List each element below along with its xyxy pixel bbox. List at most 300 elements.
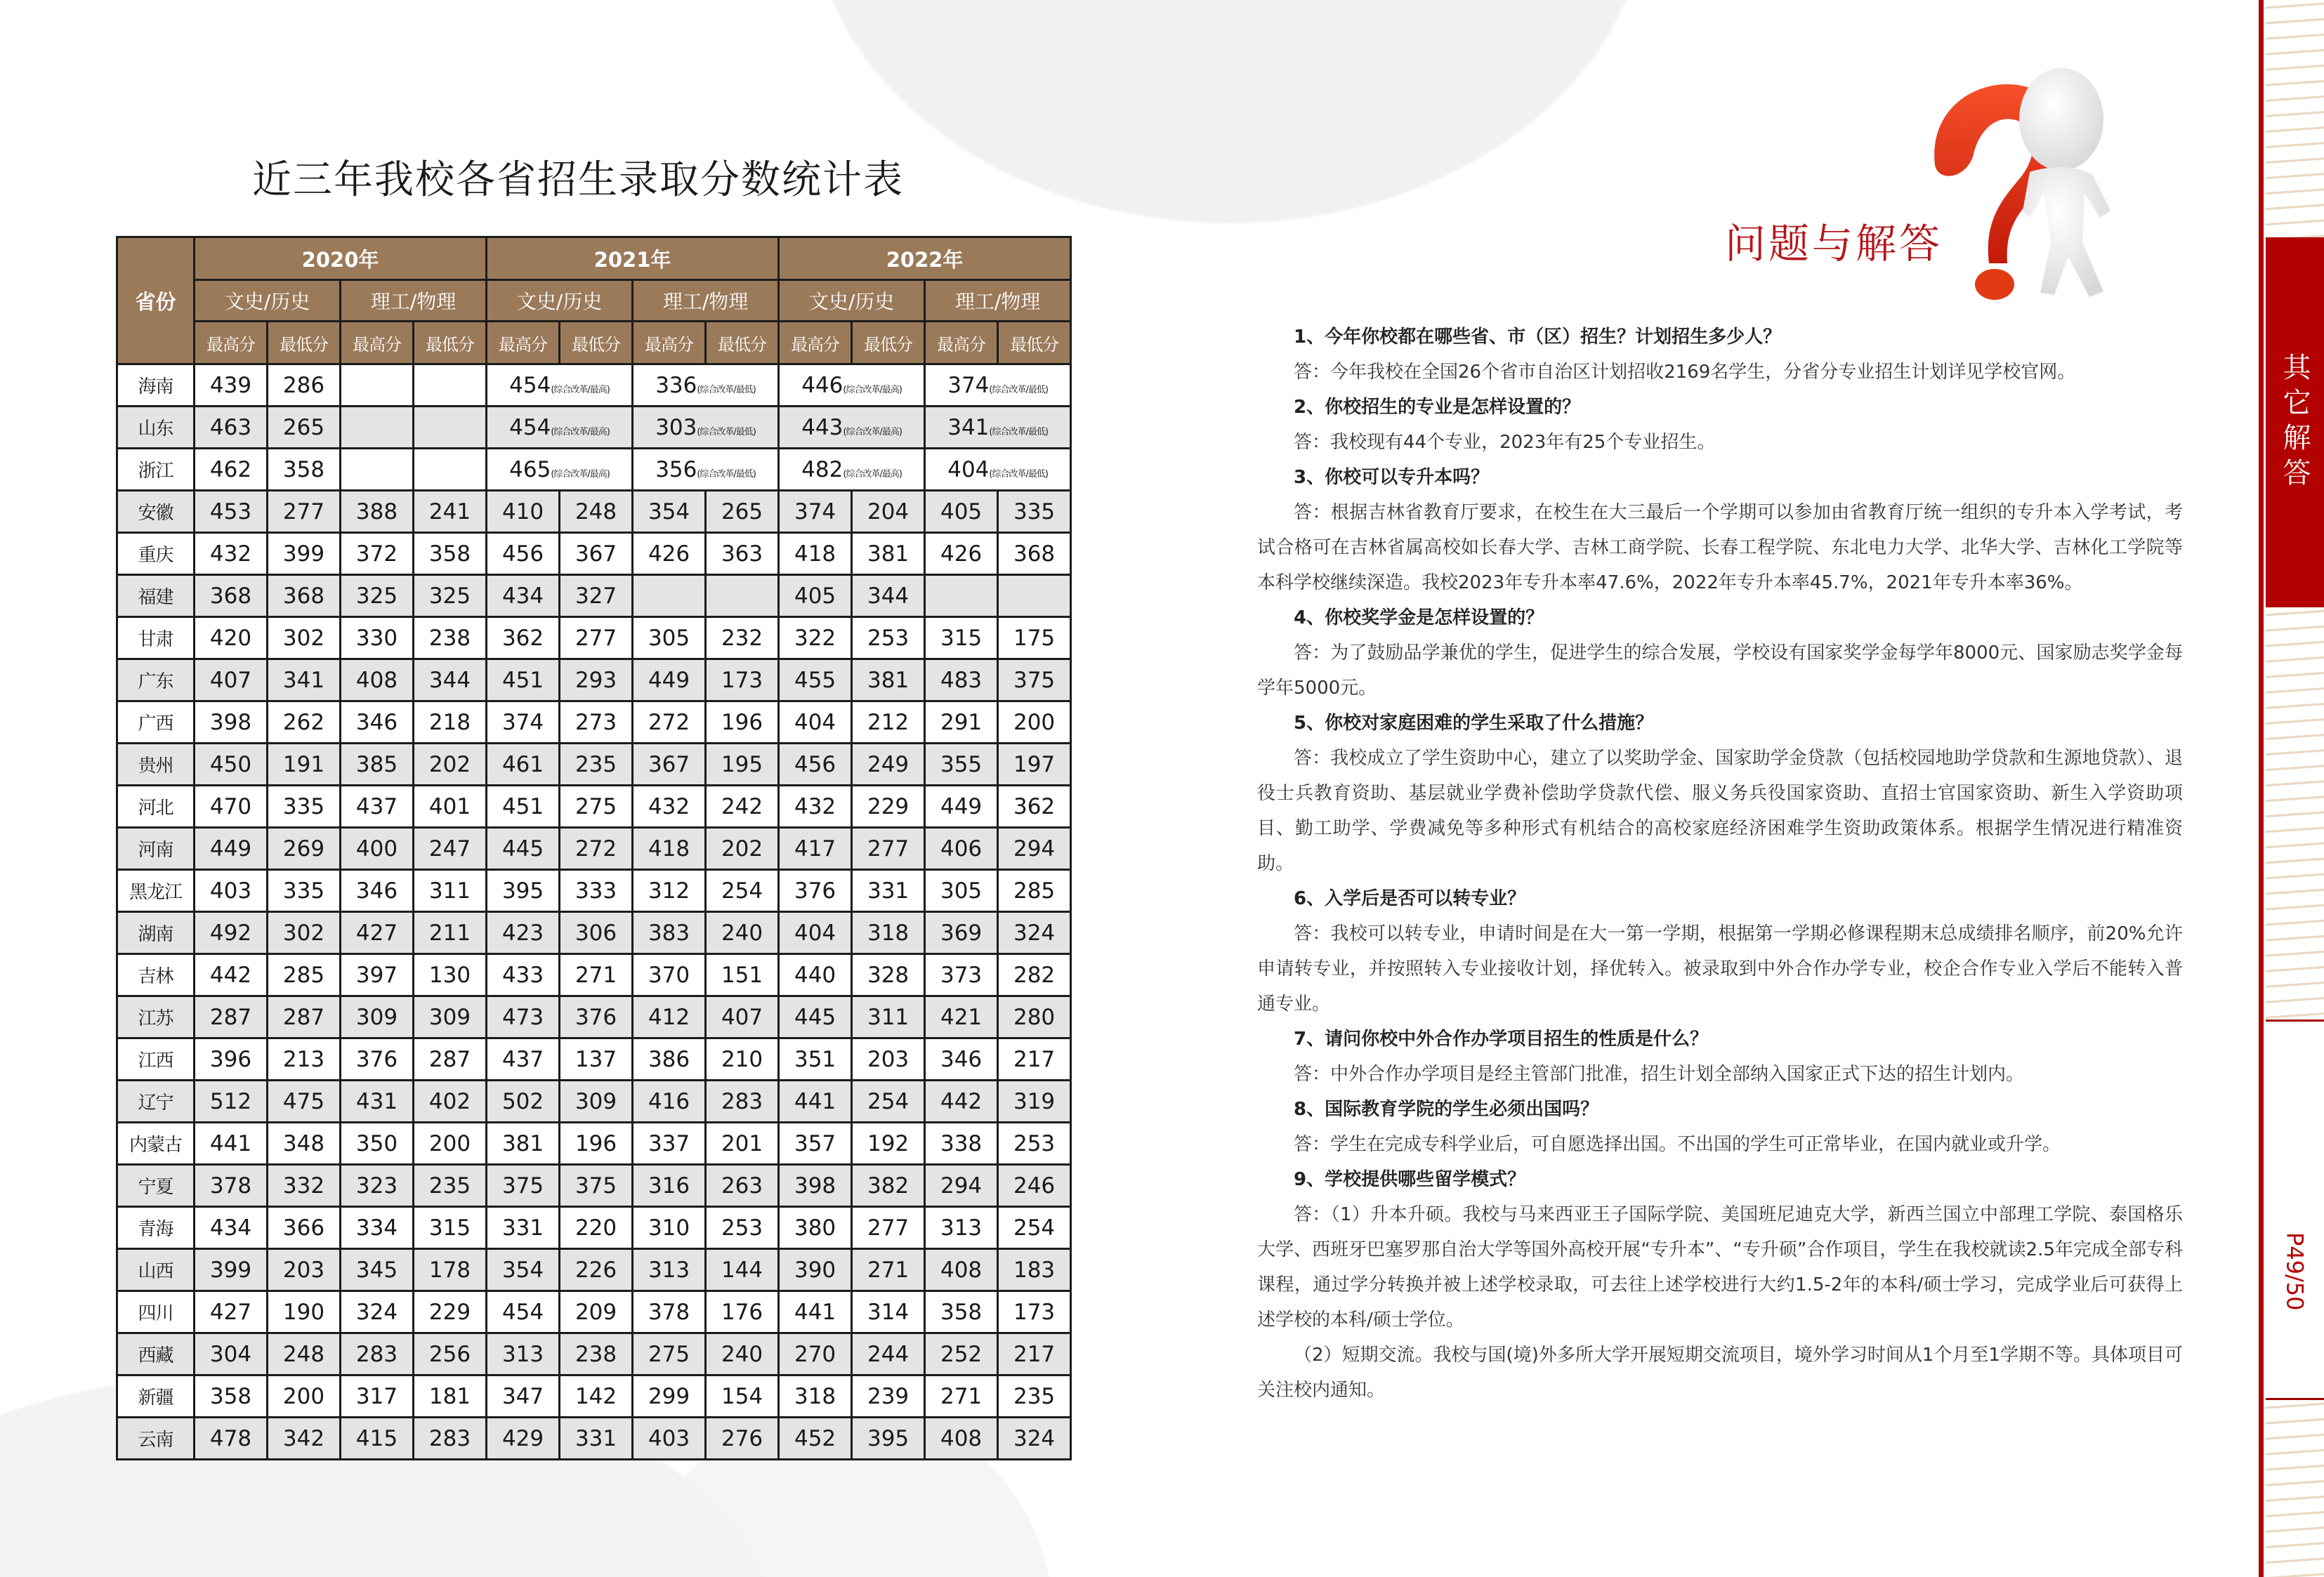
score-cell: 407 [706, 996, 779, 1038]
answer-text: （2）短期交流。我校与国(境)外多所大学开展短期交流项目，境外学习时间从1个月至1学期不等。具体项目可关注校内通知。 [1257, 1345, 2183, 1401]
qa-item [1257, 600, 2183, 706]
score-cell: 200 [998, 701, 1071, 744]
score-cell: 395 [852, 1418, 925, 1460]
answer-text: 答：我校现有44个专业，2023年有25个专业招生。 [1294, 432, 1716, 453]
score-cell: 358 [414, 533, 487, 575]
score-cell: 271 [852, 1249, 925, 1291]
score-label-header: 最低分 [560, 322, 633, 364]
score-note: (综合改革/最高) [551, 468, 610, 480]
reform-score-cell [925, 449, 1071, 491]
score-cell: 217 [998, 1038, 1071, 1081]
table-row [117, 744, 1071, 786]
score-cell: 431 [341, 1081, 414, 1123]
score-cell: 319 [998, 1081, 1071, 1123]
score-cell: 363 [706, 533, 779, 575]
score-cell: 235 [998, 1375, 1071, 1418]
score-cell: 441 [779, 1081, 852, 1123]
answer-text: 答：今年我校在全国26个省市自治区计划招收2169名学生，分省分专业招生计划详见学校官网。 [1294, 362, 2076, 383]
score-cell: 244 [852, 1333, 925, 1375]
score-cell: 232 [706, 617, 779, 659]
answer-text: 答：学生在完成专科学业后，可自愿选择出国。不出国的学生可正常毕业，在国内就业或升学。 [1294, 1134, 2061, 1155]
score-value: 482 [801, 456, 843, 482]
score-cell: 241 [414, 491, 487, 533]
score-cell: 358 [268, 449, 341, 491]
score-note: (综合改革/最高) [551, 384, 610, 395]
score-cell: 483 [925, 659, 998, 701]
answer-text: 答：为了鼓励品学兼优的学生，促进学生的综合发展，学校设有国家奖学金每学年8000元、国家励志奖学金每学年5000元。 [1257, 642, 2183, 699]
track-header: 文史/历史 [779, 280, 925, 322]
page-title: 近三年我校各省招生录取分数统计表 [252, 157, 904, 203]
score-cell [341, 449, 414, 491]
question-text: 3、你校可以专升本吗？ [1294, 467, 1490, 488]
score-cell: 390 [779, 1249, 852, 1291]
score-cell: 325 [414, 575, 487, 617]
question-mark-figure-icon [1924, 60, 2156, 302]
score-cell [998, 575, 1071, 617]
score-cell: 440 [779, 954, 852, 996]
score-cell: 287 [268, 996, 341, 1038]
score-cell: 277 [268, 491, 341, 533]
score-cell: 407 [195, 659, 268, 701]
score-cell: 212 [852, 701, 925, 744]
score-value: 465 [509, 456, 551, 482]
score-cell: 175 [998, 617, 1071, 659]
score-cell: 358 [195, 1375, 268, 1418]
score-cell: 311 [852, 996, 925, 1038]
score-cell: 478 [195, 1418, 268, 1460]
score-cell: 283 [414, 1418, 487, 1460]
score-cell: 451 [487, 659, 560, 701]
score-cell: 294 [925, 1165, 998, 1207]
score-cell: 334 [341, 1207, 414, 1249]
score-note: (综合改革/最低) [989, 426, 1048, 437]
province-header: 省份 [117, 237, 195, 364]
table-row [117, 1333, 1071, 1375]
score-cell: 263 [706, 1165, 779, 1207]
score-cell: 362 [487, 617, 560, 659]
score-cell: 293 [560, 659, 633, 701]
score-cell: 345 [341, 1249, 414, 1291]
reform-score-cell [779, 364, 925, 407]
score-cell: 456 [487, 533, 560, 575]
table-row [117, 449, 1071, 491]
score-cell: 252 [925, 1333, 998, 1375]
score-cell: 463 [195, 407, 268, 449]
province-cell: 山东 [117, 407, 195, 449]
track-header: 理工/物理 [925, 280, 1071, 322]
score-cell: 285 [268, 954, 341, 996]
score-cell: 203 [268, 1249, 341, 1291]
score-cell: 346 [925, 1038, 998, 1081]
question-text: 2、你校招生的专业是怎样设置的？ [1294, 397, 1581, 418]
province-cell: 辽宁 [117, 1081, 195, 1123]
score-cell: 254 [998, 1207, 1071, 1249]
score-note: (综合改革/最低) [697, 426, 756, 437]
table-row [117, 996, 1071, 1038]
score-cell: 452 [779, 1418, 852, 1460]
score-cell: 265 [268, 407, 341, 449]
score-cell: 265 [706, 491, 779, 533]
score-cell: 445 [487, 828, 560, 870]
score-label-header: 最低分 [268, 322, 341, 364]
score-cell: 398 [779, 1165, 852, 1207]
table-row [117, 533, 1071, 575]
score-cell: 235 [414, 1165, 487, 1207]
score-cell: 291 [925, 701, 998, 744]
score-cell: 449 [925, 786, 998, 828]
qa-section-title: 问题与解答 [1725, 220, 1943, 268]
score-label-header: 最低分 [852, 322, 925, 364]
score-cell: 427 [341, 912, 414, 954]
page-number-box [2266, 1020, 2324, 1400]
score-cell: 344 [414, 659, 487, 701]
score-cell: 324 [341, 1291, 414, 1333]
score-cell: 302 [268, 912, 341, 954]
score-cell: 372 [341, 533, 414, 575]
year-header: 2020年 [195, 237, 487, 280]
table-row [117, 1249, 1071, 1291]
score-cell: 202 [706, 828, 779, 870]
table-row [117, 575, 1071, 617]
score-cell: 344 [852, 575, 925, 617]
score-cell: 362 [998, 786, 1071, 828]
table-row [117, 659, 1071, 701]
province-cell: 重庆 [117, 533, 195, 575]
score-cell: 324 [998, 912, 1071, 954]
score-cell: 442 [925, 1081, 998, 1123]
score-cell: 403 [633, 1418, 706, 1460]
score-cell: 305 [633, 617, 706, 659]
score-cell: 217 [998, 1333, 1071, 1375]
score-cell: 455 [779, 659, 852, 701]
score-cell: 287 [195, 996, 268, 1038]
qa-item [1257, 460, 2183, 600]
score-cell: 406 [925, 828, 998, 870]
score-cell: 441 [195, 1123, 268, 1165]
score-cell: 408 [925, 1418, 998, 1460]
score-cell: 181 [414, 1375, 487, 1418]
score-cell: 454 [487, 1291, 560, 1333]
score-cell: 302 [268, 617, 341, 659]
score-cell: 309 [414, 996, 487, 1038]
score-cell: 439 [195, 364, 268, 407]
score-cell: 246 [998, 1165, 1071, 1207]
score-cell: 310 [633, 1207, 706, 1249]
province-cell: 西藏 [117, 1333, 195, 1375]
score-cell: 342 [268, 1418, 341, 1460]
score-cell: 201 [706, 1123, 779, 1165]
score-cell: 151 [706, 954, 779, 996]
score-cell: 271 [925, 1375, 998, 1418]
province-cell: 吉林 [117, 954, 195, 996]
score-cell [706, 575, 779, 617]
qa-list [1257, 319, 2183, 1408]
score-cell: 369 [925, 912, 998, 954]
score-cell: 417 [779, 828, 852, 870]
question-text: 9、学校提供哪些留学模式？ [1294, 1169, 1526, 1190]
score-cell [925, 575, 998, 617]
reform-score-cell [487, 449, 633, 491]
score-cell: 137 [560, 1038, 633, 1081]
score-cell: 400 [341, 828, 414, 870]
score-cell: 398 [195, 701, 268, 744]
qa-item [1257, 706, 2183, 881]
score-cell: 335 [268, 786, 341, 828]
table-row [117, 1165, 1071, 1207]
score-cell: 200 [268, 1375, 341, 1418]
score-cell: 253 [706, 1207, 779, 1249]
score-cell: 502 [487, 1081, 560, 1123]
score-cell: 376 [779, 870, 852, 912]
score-cell: 386 [633, 1038, 706, 1081]
score-cell: 306 [560, 912, 633, 954]
score-value: 446 [801, 372, 843, 398]
province-cell: 云南 [117, 1418, 195, 1460]
score-cell: 381 [852, 533, 925, 575]
side-navigation-band [2259, 0, 2324, 1577]
table-row [117, 701, 1071, 744]
score-cell: 396 [195, 1038, 268, 1081]
score-cell: 283 [706, 1081, 779, 1123]
score-cell: 473 [487, 996, 560, 1038]
score-cell: 240 [706, 1333, 779, 1375]
score-cell: 271 [560, 954, 633, 996]
score-cell: 313 [633, 1249, 706, 1291]
score-cell: 492 [195, 912, 268, 954]
reform-score-cell [487, 407, 633, 449]
score-cell: 347 [487, 1375, 560, 1418]
score-cell: 420 [195, 617, 268, 659]
score-cell: 335 [998, 491, 1071, 533]
score-cell: 327 [560, 575, 633, 617]
province-cell: 安徽 [117, 491, 195, 533]
province-cell: 海南 [117, 364, 195, 407]
score-cell [414, 407, 487, 449]
score-value: 336 [655, 372, 697, 398]
score-cell: 368 [195, 575, 268, 617]
score-cell: 204 [852, 491, 925, 533]
score-note: (综合改革/最高) [843, 426, 902, 437]
score-cell: 323 [341, 1165, 414, 1207]
score-cell: 376 [341, 1038, 414, 1081]
score-cell: 429 [487, 1418, 560, 1460]
question-text: 6、入学后是否可以转专业？ [1294, 888, 1526, 909]
score-cell: 276 [706, 1418, 779, 1460]
qa-item [1257, 390, 2183, 460]
score-cell: 375 [487, 1165, 560, 1207]
answer-text: 答：根据吉林省教育厅要求，在校生在大三最后一个学期可以参加由省教育厅统一组织的专升本入学考试，考试合格可在吉林省属高校如长春大学、吉林工商学院、长春工程学院、东北电力大学、北华大学、吉林化工学院等本科学校继续深造。我校2023年专升本率47.6%，2022年专升本率45.7%，2021年专升本率36%。 [1257, 502, 2183, 593]
province-cell: 河南 [117, 828, 195, 870]
table-row [117, 1207, 1071, 1249]
score-value: 443 [801, 414, 843, 440]
province-cell: 江苏 [117, 996, 195, 1038]
qa-item [1257, 319, 2183, 390]
score-cell: 388 [341, 491, 414, 533]
score-cell: 404 [779, 912, 852, 954]
table-row [117, 491, 1071, 533]
question-text: 8、国际教育学院的学生必须出国吗？ [1294, 1099, 1599, 1120]
score-cell: 248 [268, 1333, 341, 1375]
score-cell: 273 [560, 701, 633, 744]
score-value: 303 [655, 414, 697, 440]
score-cell: 354 [487, 1249, 560, 1291]
score-cell: 324 [998, 1418, 1071, 1460]
score-cell: 456 [779, 744, 852, 786]
table-row [117, 1291, 1071, 1333]
score-cell: 432 [779, 786, 852, 828]
score-cell: 220 [560, 1207, 633, 1249]
score-cell: 450 [195, 744, 268, 786]
score-cell: 375 [560, 1165, 633, 1207]
score-cell: 366 [268, 1207, 341, 1249]
score-cell: 173 [706, 659, 779, 701]
score-cell: 451 [487, 786, 560, 828]
score-cell: 240 [706, 912, 779, 954]
score-cell: 445 [779, 996, 852, 1038]
score-cell: 304 [195, 1333, 268, 1375]
score-cell: 381 [487, 1123, 560, 1165]
score-cell: 434 [487, 575, 560, 617]
year-header: 2021年 [487, 237, 779, 280]
score-cell: 404 [779, 701, 852, 744]
header-row-years [117, 237, 1071, 280]
score-cell: 314 [852, 1291, 925, 1333]
score-cell: 462 [195, 449, 268, 491]
reform-score-cell [925, 364, 1071, 407]
score-cell: 154 [706, 1375, 779, 1418]
score-cell: 461 [487, 744, 560, 786]
score-cell [341, 407, 414, 449]
qa-item [1257, 1162, 2183, 1408]
score-cell: 405 [779, 575, 852, 617]
qa-item [1257, 881, 2183, 1022]
score-cell: 282 [998, 954, 1071, 996]
score-note: (综合改革/最高) [843, 468, 902, 480]
reform-score-cell [633, 364, 779, 407]
score-cell: 331 [560, 1418, 633, 1460]
score-cell [414, 449, 487, 491]
score-cell: 316 [633, 1165, 706, 1207]
score-cell: 397 [341, 954, 414, 996]
score-cell: 346 [341, 870, 414, 912]
header-row-tracks [117, 280, 1071, 322]
score-cell: 196 [560, 1123, 633, 1165]
section-tab-other-answers[interactable] [2266, 237, 2324, 607]
score-cell: 247 [414, 828, 487, 870]
score-cell: 226 [560, 1249, 633, 1291]
score-cell: 449 [633, 659, 706, 701]
table-row [117, 407, 1071, 449]
score-cell: 415 [341, 1418, 414, 1460]
score-cell: 203 [852, 1038, 925, 1081]
score-cell: 144 [706, 1249, 779, 1291]
score-cell: 383 [633, 912, 706, 954]
table-row [117, 828, 1071, 870]
score-cell: 315 [925, 617, 998, 659]
band-divider-line [2259, 0, 2264, 1577]
province-cell: 福建 [117, 575, 195, 617]
table-row [117, 617, 1071, 659]
score-note: (综合改革/最高) [551, 426, 610, 437]
score-cell: 130 [414, 954, 487, 996]
score-cell: 272 [633, 701, 706, 744]
reform-score-cell [487, 364, 633, 407]
reform-score-cell [925, 407, 1071, 449]
score-cell [341, 364, 414, 407]
question-text: 4、你校奖学金是怎样设置的？ [1294, 607, 1544, 628]
score-cell: 275 [560, 786, 633, 828]
score-label-header: 最高分 [779, 322, 852, 364]
score-cell: 426 [925, 533, 998, 575]
page-number: P49/50 [2281, 1232, 2309, 1311]
score-cell [414, 364, 487, 407]
score-cell: 351 [779, 1038, 852, 1081]
score-value: 454 [509, 372, 551, 398]
score-cell: 432 [633, 786, 706, 828]
score-cell: 375 [998, 659, 1071, 701]
wood-pattern-decoration [2266, 1400, 2324, 1577]
score-cell: 315 [414, 1207, 487, 1249]
score-label-header: 最低分 [414, 322, 487, 364]
table-row [117, 786, 1071, 828]
score-cell: 275 [633, 1333, 706, 1375]
score-cell: 405 [925, 491, 998, 533]
score-cell: 376 [560, 996, 633, 1038]
question-text: 1、今年你校都在哪些省、市（区）招生？计划招生多少人？ [1294, 326, 1782, 348]
score-cell: 374 [487, 701, 560, 744]
score-label-header: 最高分 [925, 322, 998, 364]
score-cell: 183 [998, 1249, 1071, 1291]
score-cell: 196 [706, 701, 779, 744]
score-cell: 176 [706, 1291, 779, 1333]
province-cell: 黑龙江 [117, 870, 195, 912]
score-cell: 277 [852, 828, 925, 870]
score-cell: 378 [195, 1165, 268, 1207]
score-cell: 238 [560, 1333, 633, 1375]
score-cell: 309 [341, 996, 414, 1038]
score-cell [633, 575, 706, 617]
score-cell: 380 [779, 1207, 852, 1249]
score-label-header: 最低分 [706, 322, 779, 364]
score-cell: 253 [998, 1123, 1071, 1165]
score-cell: 410 [487, 491, 560, 533]
table-row [117, 912, 1071, 954]
province-cell: 宁夏 [117, 1165, 195, 1207]
score-cell: 283 [341, 1333, 414, 1375]
score-cell: 437 [341, 786, 414, 828]
score-cell: 200 [414, 1123, 487, 1165]
score-cell: 367 [560, 533, 633, 575]
score-cell: 378 [633, 1291, 706, 1333]
score-cell: 197 [998, 744, 1071, 786]
score-cell: 367 [633, 744, 706, 786]
score-value: 404 [947, 456, 990, 482]
score-cell: 433 [487, 954, 560, 996]
score-cell: 418 [633, 828, 706, 870]
score-cell: 453 [195, 491, 268, 533]
score-cell: 403 [195, 870, 268, 912]
score-cell: 346 [341, 701, 414, 744]
score-cell: 395 [487, 870, 560, 912]
score-value: 454 [509, 414, 551, 440]
province-cell: 湖南 [117, 912, 195, 954]
score-cell: 311 [414, 870, 487, 912]
score-cell: 412 [633, 996, 706, 1038]
province-cell: 河北 [117, 786, 195, 828]
score-cell: 248 [560, 491, 633, 533]
score-cell: 399 [195, 1249, 268, 1291]
score-cell: 195 [706, 744, 779, 786]
